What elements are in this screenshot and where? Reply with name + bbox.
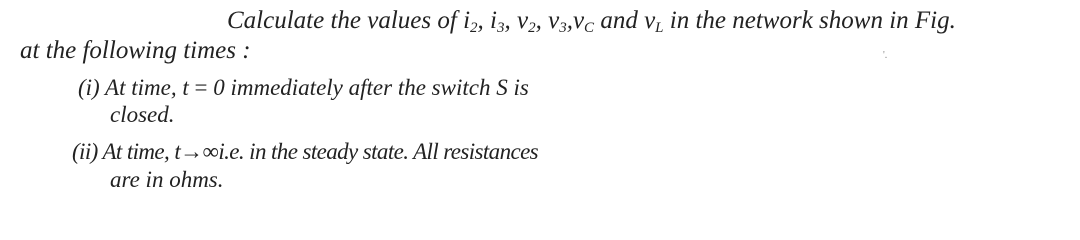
scan-speck: '. bbox=[883, 50, 888, 61]
item-2-label: (ii) bbox=[72, 139, 98, 164]
item-2: (ii) At time, t→∞i.e. in the steady state. All resistances bbox=[72, 139, 539, 164]
item-1: (i) At time, t = 0 immediately after the switch S is bbox=[78, 75, 529, 100]
item-2-continuation: are in ohms. bbox=[110, 167, 224, 192]
question-line-1: Calculate the values of $i_2$, $i_3$, $v_2$, $v_3,v_C$ and $v_L$ in the network shown in Fig. bbox=[227, 7, 956, 37]
item-1-continuation: closed. bbox=[110, 102, 175, 127]
item-1-label: (i) bbox=[78, 75, 100, 100]
question-line-2: at the following times : bbox=[20, 37, 251, 64]
